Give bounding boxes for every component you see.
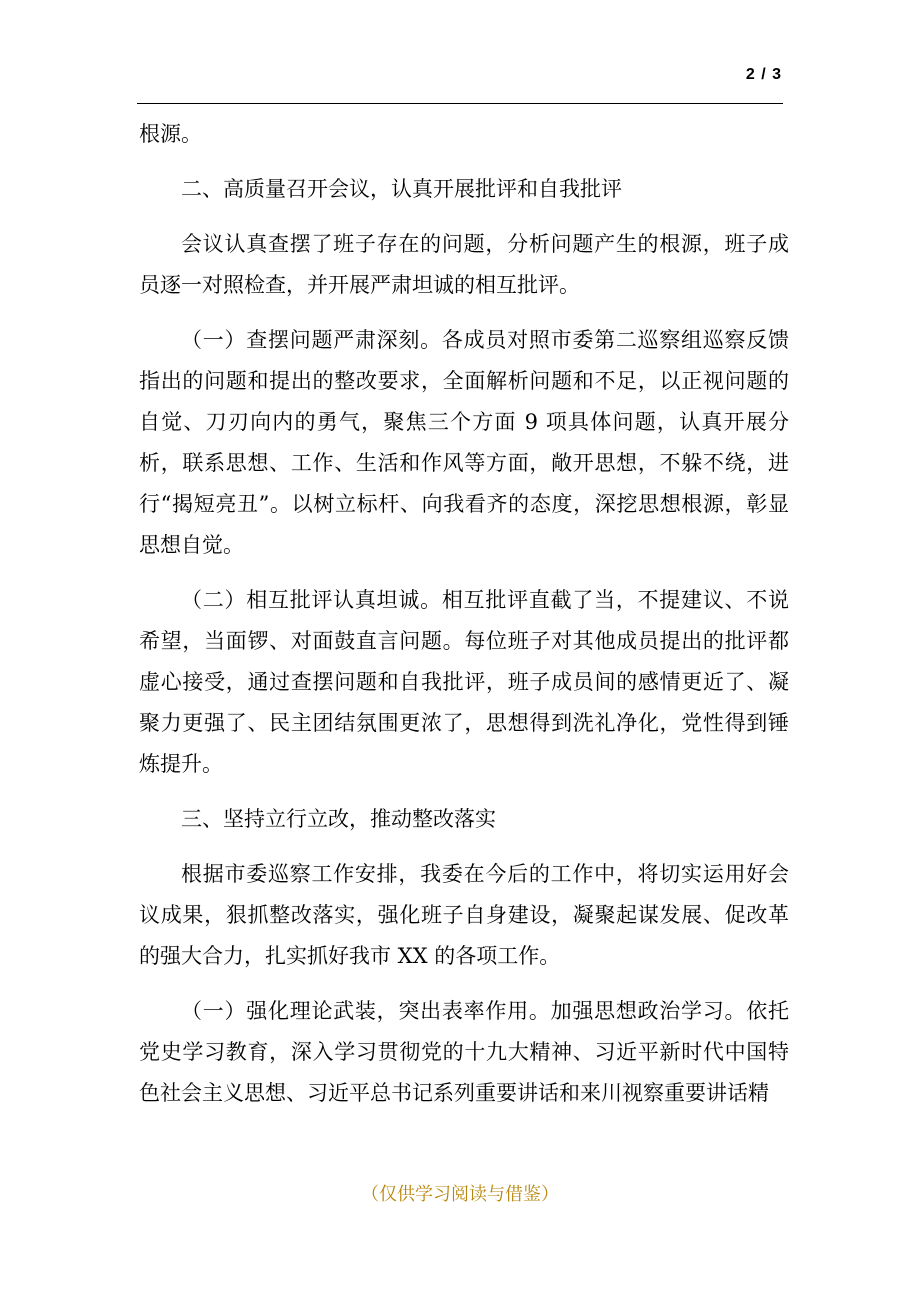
subsection-paragraph: （一）强化理论武装，突出表率作用。加强思想政治学习。依托党史学习教育，深入学习贯彻党的十九大精神、习近平新时代中国特色社会主义思想、习近平总书记系列重要讲话和来川视察重要讲话精 [139,999,789,1105]
document-body [139,114,789,1128]
page-number: 2 / 3 [745,66,782,83]
section-heading-2: 二、高质量召开会议，认真开展批评和自我批评 [181,177,622,201]
subsection-paragraph: （一）查摆问题严肃深刻。各成员对照市委第二巡察组巡察反馈指出的问题和提出的整改要求，全面解析问题和不足，以正视问题的自觉、刀刃向内的勇气，聚焦三个方面 9 项具体问题，认真开展分析，联系思想、工作、生活和作风等方面，敞开思想，不躲不绕，进行“揭短亮丑”。以树立标杆、向我看齐的态度，深挖思想根源，彰显思想自觉。 [139,328,789,557]
paragraph-continuation: 根源。 [139,122,202,146]
paragraph: 根据市委巡察工作安排，我委在今后的工作中，将切实运用好会议成果，狠抓整改落实，强化班子自身建设，凝聚起谋发展、促改革的强大合力，扎实抓好我市 XX 的各项工作。 [139,862,789,968]
paragraph: 会议认真查摆了班子存在的问题，分析问题产生的根源，班子成员逐一对照检查，并开展严肃坦诚的相互批评。 [139,232,789,297]
header-divider [137,103,783,104]
section-heading-3: 三、坚持立行立改，推动整改落实 [181,807,496,831]
footer-note: （仅供学习阅读与借鉴） [361,1184,559,1205]
subsection-paragraph: （二）相互批评认真坦诚。相互批评直截了当，不提建议、不说希望，当面锣、对面鼓直言问题。每位班子对其他成员提出的批评都虚心接受，通过查摆问题和自我批评，班子成员间的感情更近了、凝聚力更强了、民主团结氛围更浓了，思想得到洗礼净化，党性得到锤炼提升。 [139,588,789,776]
